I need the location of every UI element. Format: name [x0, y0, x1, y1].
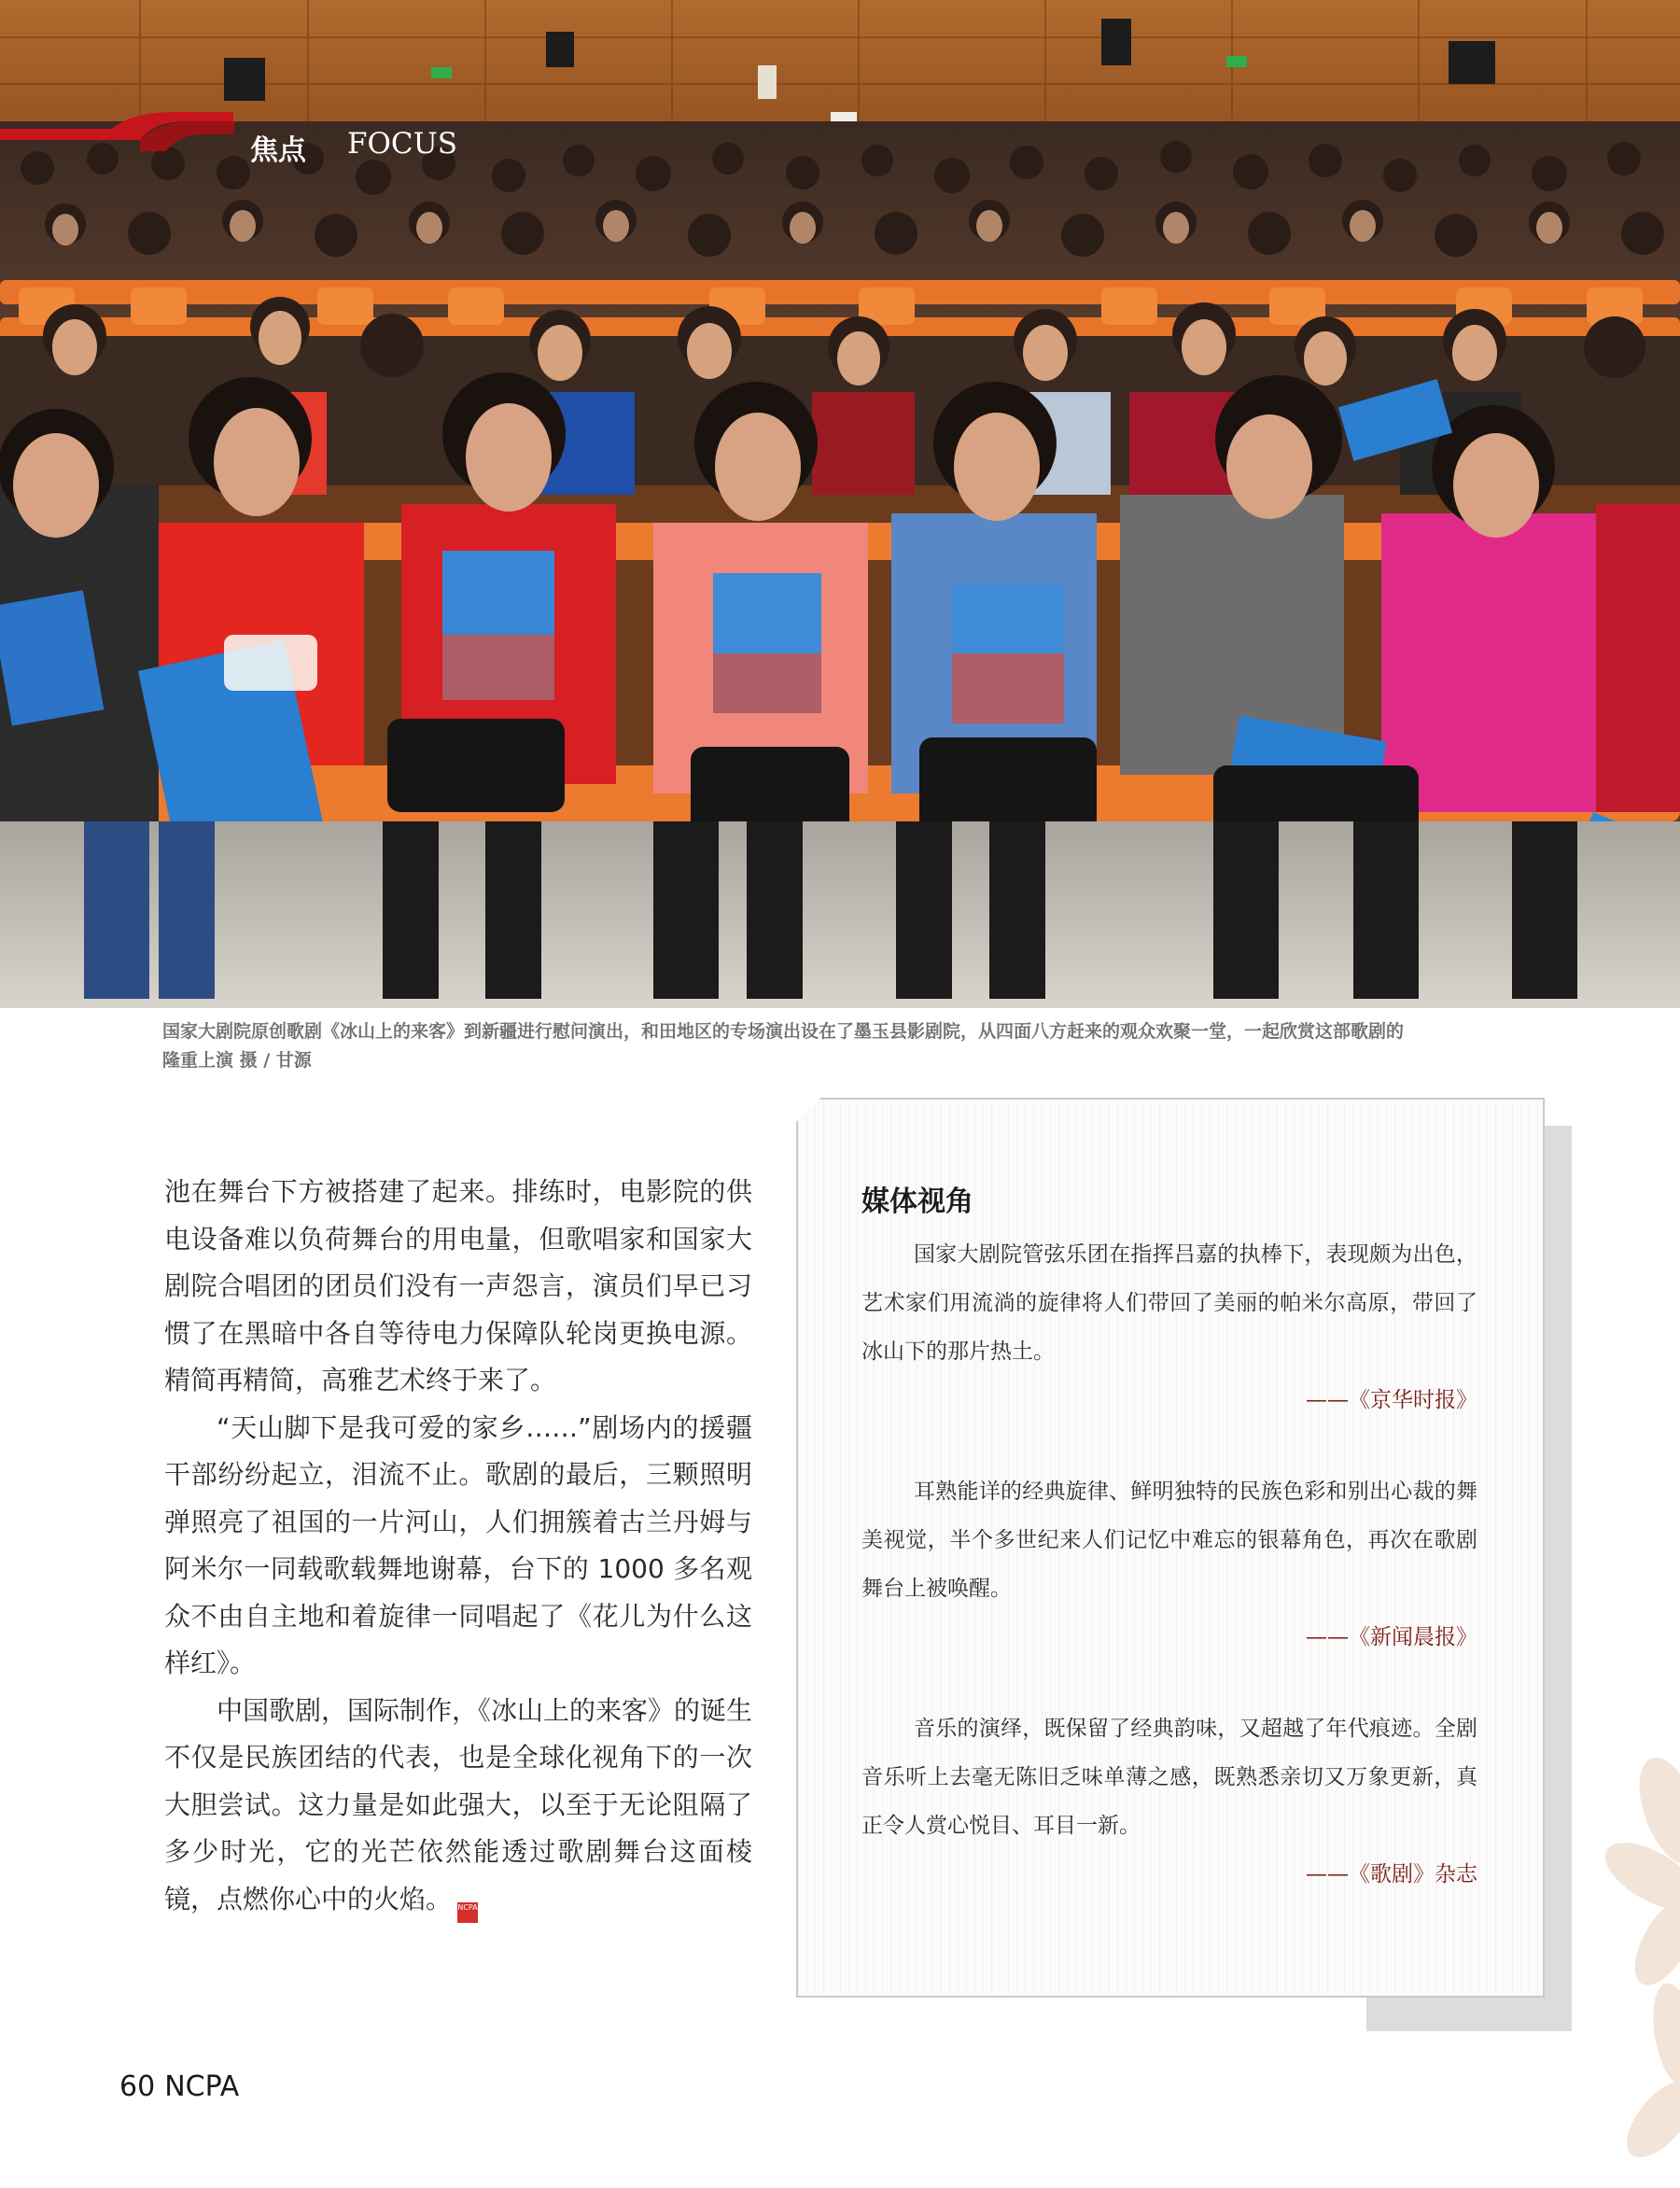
magazine-name: NCPA	[164, 2070, 240, 2103]
photo-caption	[162, 1017, 1506, 1075]
quote-text: 国家大剧院管弦乐团在指挥吕嘉的执棒下，表现颇为出色，艺术家们用流淌的旋律将人们带回了美丽的帕米尔高原，带回了冰山下的那片热土。	[861, 1242, 1477, 1364]
page-number: 60	[119, 2070, 156, 2103]
section-label-en: FOCUS	[347, 127, 458, 161]
quote-source: ——《歌剧》杂志	[1306, 1862, 1477, 1886]
decorative-flower-icon	[1587, 1755, 1680, 2188]
media-quote-3	[861, 1704, 1477, 1899]
caption-line-1: 国家大剧院原创歌剧《冰山上的来客》到新疆进行慰问演出，和田地区的专场演出设在了墨玉县影剧院，从四面八方赶来的观众欢聚一堂，一起欣赏这部歌剧的	[162, 1021, 1405, 1042]
page-folio	[119, 2070, 248, 2103]
quote-source: ——《京华时报》	[1306, 1388, 1477, 1412]
media-quote-1	[861, 1230, 1477, 1424]
quote-text: 音乐的演绎，既保留了经典韵味，又超越了年代痕迹。全剧音乐听上去毫无陈旧乏味单薄之感，既熟悉亲切又万象更新，真正令人赏心悦目、耳目一新。	[861, 1717, 1477, 1838]
body-paragraph-1: 池在舞台下方被搭建了起来。排练时，电影院的供电设备难以负荷舞台的用电量，但歌唱家和国家大剧院合唱团的团员们没有一声怨言，演员们早已习惯了在黑暗中各自等待电力保障队轮岗更换电源。精简再精简，高雅艺术终于来了。	[164, 1176, 752, 1396]
body-paragraph-3	[164, 1688, 752, 1924]
caption-line-2: 隆重上演 摄 / 甘源	[162, 1050, 312, 1071]
media-quote-2	[861, 1467, 1477, 1662]
section-label-cn: 焦点	[250, 134, 306, 167]
ncpa-end-mark-icon: NCPA	[457, 1902, 478, 1923]
sidebar-title: 媒体视角	[861, 1185, 973, 1218]
body-paragraph-2: “天山脚下是我可爱的家乡……”剧场内的援疆干部纷纷起立，泪流不止。歌剧的最后，三颗照明弹照亮了祖国的一片河山，人们拥簇着古兰丹姆与阿米尔一同载歌载舞地谢幕，台下的 1000 多名观众不由自主地和着旋律一同唱起了《花儿为什么这样红》。	[164, 1411, 752, 1678]
quote-source: ——《新闻晨报》	[1306, 1625, 1477, 1649]
quote-text: 耳熟能详的经典旋律、鲜明独特的民族色彩和别出心裁的舞美视觉，半个多世纪来人们记忆中难忘的银幕角色，再次在歌剧舞台上被唤醒。	[861, 1480, 1477, 1601]
body-paragraph-3-text: 中国歌剧，国际制作，《冰山上的来客》的诞生不仅是民族团结的代表，也是全球化视角下的一次大胆尝试。这力量是如此强大，以至于无论阻隔了多少时光，它的光芒依然能透过歌剧舞台这面棱镜，点燃你心中的火焰。	[164, 1694, 753, 1914]
article-body	[164, 1169, 752, 1923]
